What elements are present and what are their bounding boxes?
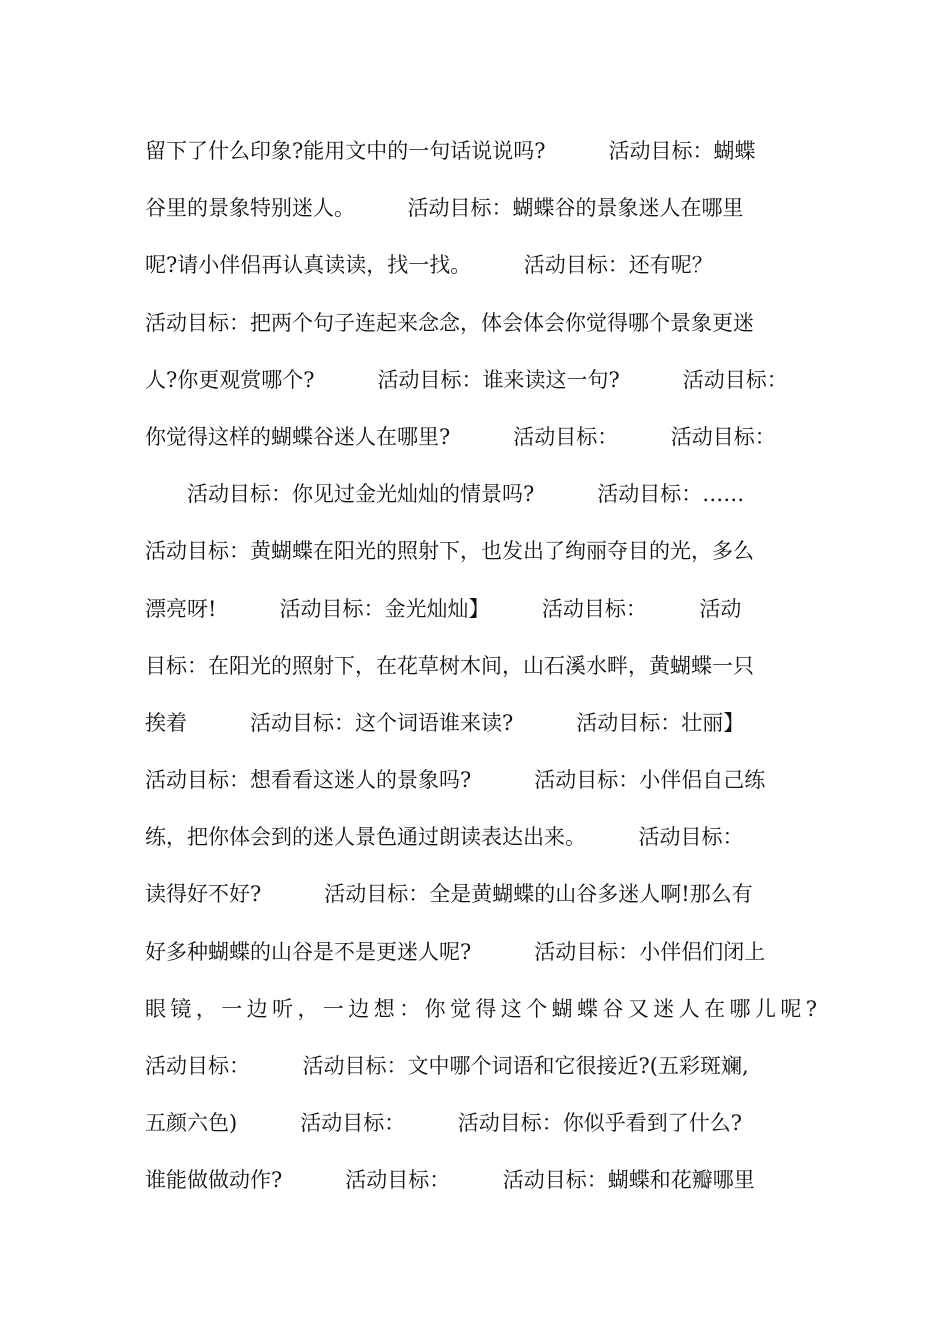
text-line: 目标：在阳光的照射下，在花草树木间，山石溪水畔，黄蝴蝶一只	[145, 653, 754, 678]
text-line: 谁能做做动作? 活动目标： 活动目标：蝴蝶和花瓣哪里	[145, 1168, 755, 1193]
text-line: 你觉得这样的蝴蝶谷迷人在哪里? 活动目标： 活动目标：	[145, 424, 776, 449]
text-line: 眼镜，一边听，一边想：你觉得这个蝴蝶谷又迷人在哪儿呢?	[145, 996, 817, 1021]
text-line: 谷里的景象特别迷人。 活动目标：蝴蝶谷的景象迷人在哪里	[145, 196, 744, 221]
text-line: 活动目标：把两个句子连起来念念，体会体会你觉得哪个景象更迷	[145, 310, 754, 335]
text-line: 好多种蝴蝶的山谷是不是更迷人呢? 活动目标：小伴侣们闭上	[145, 939, 766, 964]
text-line: 活动目标：你见过金光灿灿的情景吗? 活动目标：……	[145, 482, 745, 507]
text-line: 读得好不好? 活动目标：全是黄蝴蝶的山谷多迷人啊!那么有	[145, 882, 753, 907]
body-text	[145, 127, 817, 1214]
text-line: 练，把你体会到的迷人景色通过朗读表达出来。 活动目标：	[145, 825, 744, 850]
text-line: 留下了什么印象?能用文中的一句话说说吗? 活动目标：蝴蝶	[145, 139, 756, 163]
text-line: 挨着 活动目标：这个词语谁来读? 活动目标：壮丽】	[145, 710, 745, 735]
text-line: 漂亮呀! 活动目标：金光灿灿】 活动目标： 活动	[145, 596, 742, 621]
text-line: 活动目标： 活动目标：文中哪个词语和它很接近?(五彩斑斓,	[145, 1054, 749, 1078]
text-line: 呢?请小伴侣再认真读读，找一找。 活动目标：还有呢？	[145, 253, 713, 278]
text-line: 五颜六色) 活动目标： 活动目标：你似乎看到了什么?	[145, 1111, 742, 1136]
text-line: 活动目标：想看看这迷人的景象吗? 活动目标：小伴侣自己练	[145, 768, 766, 793]
text-line: 人?你更观赏哪个? 活动目标：谁来读这一句? 活动目标：	[145, 367, 788, 392]
text-line: 活动目标：黄蝴蝶在阳光的照射下，也发出了绚丽夺目的光，多么	[145, 539, 754, 564]
